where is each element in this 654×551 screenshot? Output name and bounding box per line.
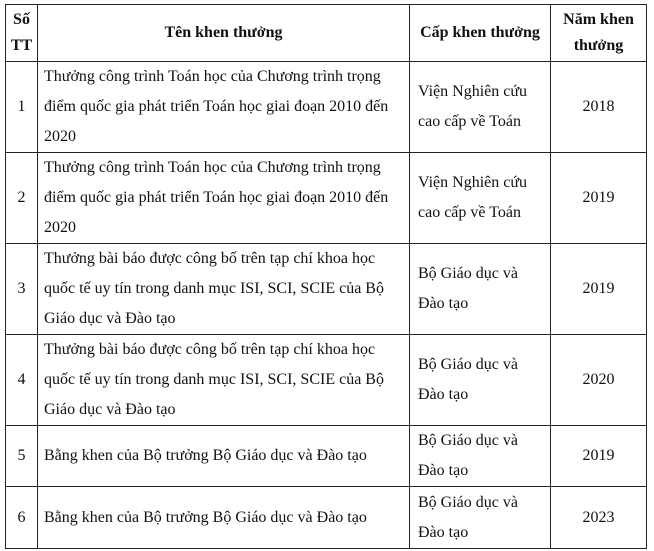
- table-row: [6, 335, 647, 426]
- table-header-row: [6, 5, 647, 62]
- row-year: 2019: [551, 244, 647, 335]
- row-no: 2: [6, 153, 38, 244]
- table-row: [6, 62, 647, 153]
- row-level: Viện Nghiên cứu cao cấp về Toán: [410, 153, 551, 244]
- row-no: 5: [6, 426, 38, 487]
- row-no: 6: [6, 487, 38, 549]
- row-year: 2020: [551, 335, 647, 426]
- header-year: Năm khen thưởng: [551, 5, 647, 62]
- table-row: [6, 244, 647, 335]
- row-no: 4: [6, 335, 38, 426]
- row-year: 2019: [551, 426, 647, 487]
- row-name: Thưởng bài báo được công bố trên tạp chí khoa học quốc tế uy tín trong danh mục ISI, SCI, SCIE của Bộ Giáo dục và Đào tạo: [38, 335, 410, 426]
- row-name: Thưởng bài báo được công bố trên tạp chí khoa học quốc tế uy tín trong danh mục ISI, SCI, SCIE của Bộ Giáo dục và Đào tạo: [38, 244, 410, 335]
- table-row: [6, 153, 647, 244]
- row-level: Bộ Giáo dục và Đào tạo: [410, 335, 551, 426]
- row-year: 2019: [551, 153, 647, 244]
- row-year: 2018: [551, 62, 647, 153]
- row-level: Viện Nghiên cứu cao cấp về Toán: [410, 62, 551, 153]
- table-row: [6, 426, 647, 487]
- row-level: Bộ Giáo dục và Đào tạo: [410, 426, 551, 487]
- row-no: 3: [6, 244, 38, 335]
- awards-table: [5, 4, 647, 549]
- row-name: Bằng khen của Bộ trưởng Bộ Giáo dục và Đào tạo: [38, 426, 410, 487]
- row-year: 2023: [551, 487, 647, 549]
- table-row: [6, 487, 647, 549]
- row-name: Thưởng công trình Toán học của Chương trình trọng điểm quốc gia phát triển Toán học giai đoạn 2010 đến 2020: [38, 153, 410, 244]
- header-name: Tên khen thưởng: [38, 5, 410, 62]
- row-level: Bộ Giáo dục và Đào tạo: [410, 244, 551, 335]
- row-no: 1: [6, 62, 38, 153]
- row-name: Bằng khen của Bộ trưởng Bộ Giáo dục và Đào tạo: [38, 487, 410, 549]
- header-level: Cấp khen thưởng: [410, 5, 551, 62]
- row-name: Thưởng công trình Toán học của Chương trình trọng điểm quốc gia phát triển Toán học giai đoạn 2010 đến 2020: [38, 62, 410, 153]
- row-level: Bộ Giáo dục và Đào tạo: [410, 487, 551, 549]
- header-no: Số TT: [6, 5, 38, 62]
